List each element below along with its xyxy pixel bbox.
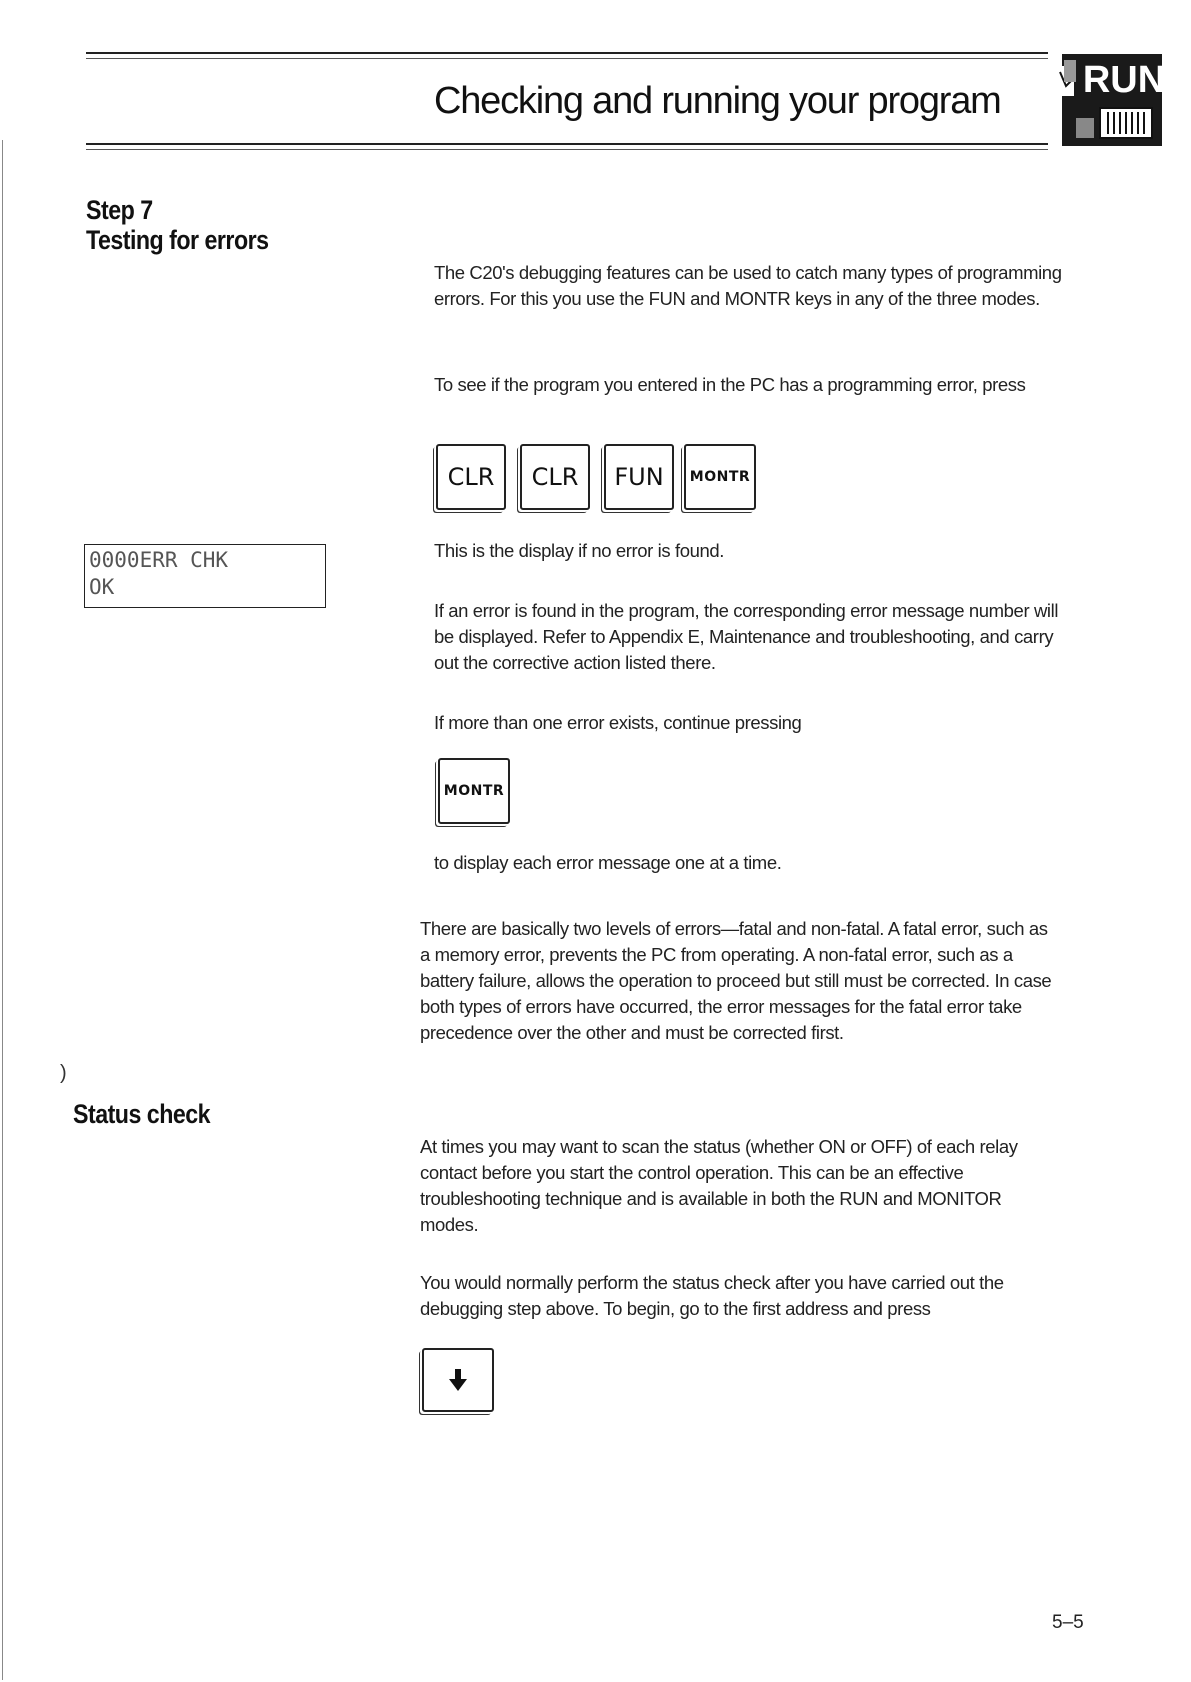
paragraph-display-each: to display each error message one at a time. <box>434 852 782 873</box>
paragraph-more-errors: If more than one error exists, continue pressing <box>434 712 802 733</box>
lcd-display <box>84 544 326 608</box>
section-title-status-check: Status check <box>73 1099 211 1129</box>
page-left-edge <box>2 140 3 1680</box>
header-bottom-rule-thin <box>86 149 1048 150</box>
lcd-line-1: 0000ERR CHK <box>89 548 229 572</box>
header-top-rule <box>86 52 1048 54</box>
montr-key: MONTR <box>684 444 756 510</box>
header-top-rule-thin <box>86 58 1048 59</box>
paragraph-status-begin: You would normally perform the status check after you have carried out the debugging step above. To begin, go to the first address and press <box>420 1272 1004 1319</box>
section-title-testing-errors: Testing for errors <box>86 225 269 255</box>
run-icon-label: RUN <box>1082 59 1166 101</box>
paragraph-error-found: If an error is found in the program, the corresponding error message number will be displayed. Refer to Appendix E, Maintenance and troubleshooting, and carry out the corrective action listed there. <box>434 600 1059 673</box>
fun-key: FUN <box>604 444 674 510</box>
down-arrow-icon <box>448 1367 468 1393</box>
header-bottom-rule <box>86 143 1048 145</box>
page-number: 5–5 <box>1052 1612 1084 1633</box>
paragraph-error-levels: There are basically two levels of errors—fatal and non-fatal. A fatal error, such as a memory error, prevents the PC from operating. A non-fatal error, such as a battery failure, allows the operation to proceed but still must be corrected. In case both types of errors have occurred, the error messages for the fatal error take precedence over the other and must be corrected first. <box>420 918 1052 1043</box>
run-mode-icon <box>1056 52 1166 148</box>
clr-key: CLR <box>520 444 590 510</box>
paragraph-debug-features: The C20's debugging features can be used to catch many types of programming errors. For this you use the FUN and MONTR keys in any of the three modes. <box>434 262 1062 309</box>
paragraph-to-see-error: To see if the program you entered in the PC has a programming error, press <box>434 374 1026 395</box>
down-arrow-key <box>422 1348 494 1412</box>
montr-key: MONTR <box>438 758 510 824</box>
paragraph-status-scan: At times you may want to scan the status (whether ON or OFF) of each relay contact before you start the control operation. This can be an effective troubleshooting technique and is available in both the RUN and MONITOR modes. <box>420 1136 1018 1235</box>
margin-mark: ) <box>60 1062 67 1084</box>
paragraph-no-error-display: This is the display if no error is found. <box>434 540 725 561</box>
lcd-line-2: OK <box>89 575 115 599</box>
clr-key: CLR <box>436 444 506 510</box>
page-title: Checking and running your program <box>434 80 1001 122</box>
step-label: Step 7 <box>86 195 153 225</box>
